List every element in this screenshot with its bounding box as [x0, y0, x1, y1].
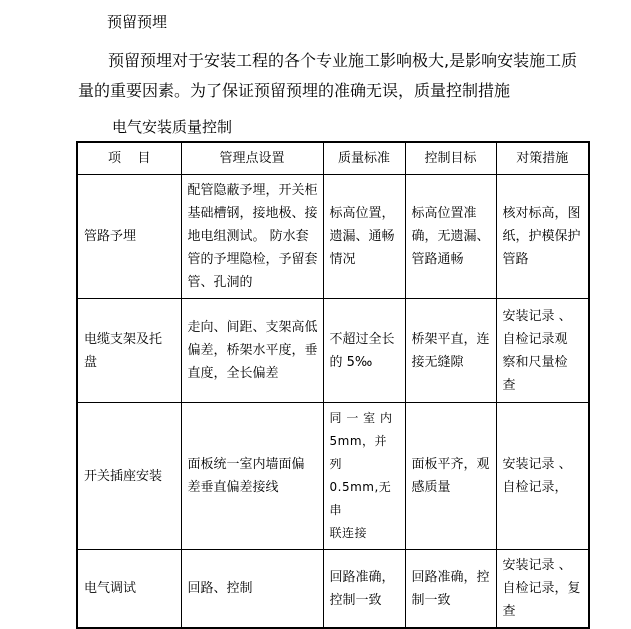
row-standard: 标高位置， 遗漏、通畅 情况 [323, 175, 405, 299]
table-row [77, 299, 589, 403]
row-item: 开关插座安装 [77, 403, 181, 550]
subsection-heading: 电气安装质量控制 [112, 118, 233, 136]
table-header-row [77, 142, 589, 175]
row-standard: 不超过全长 的 5‰ [323, 299, 405, 403]
intro-paragraph-line-1: 预留预埋对于安装工程的各个专业施工影响极大,是影响安装施工质 [108, 51, 578, 70]
section-heading: 预留预埋 [107, 13, 168, 31]
row-target: 面板平齐，观 感质量 [405, 403, 496, 550]
row-standard: 同 一 室 内 5mm，并 列 0.5mm,无串 联连接 [323, 403, 405, 550]
row-target: 标高位置准 确，无遗漏、 管路通畅 [405, 175, 496, 299]
table-row [77, 403, 589, 550]
row-control-points: 面板统一室内墙面偏 差垂直偏差接线 [181, 403, 323, 550]
row-measures: 安装记录 、 自检记录，复 查 [496, 550, 589, 629]
row-measures: 核对标高，图 纸，护模保护 管路 [496, 175, 589, 299]
row-target: 回路准确，控 制一致 [405, 550, 496, 629]
intro-paragraph [78, 46, 590, 106]
header-item: 项 目 [77, 142, 181, 175]
intro-paragraph-line-2: 量的重要因素。为了保证预留预埋的准确无误，质量控制措施 [78, 81, 511, 100]
quality-control-table [76, 141, 590, 629]
header-measures: 对策措施 [496, 142, 589, 175]
row-control-points: 回路、控制 [181, 550, 323, 629]
row-measures: 安装记录 、 自检记录观 察和尺量检 查 [496, 299, 589, 403]
header-control-points: 管理点设置 [181, 142, 323, 175]
row-measures: 安装记录 、 自检记录， [496, 403, 589, 550]
row-item: 管路予埋 [77, 175, 181, 299]
row-control-points: 走向、间距、支架高低 偏差，桥架水平度，垂 直度，全长偏差 [181, 299, 323, 403]
row-target: 桥架平直，连 接无缝隙 [405, 299, 496, 403]
row-item: 电气调试 [77, 550, 181, 629]
header-standard: 质量标准 [323, 142, 405, 175]
row-item: 电缆支架及托 盘 [77, 299, 181, 403]
header-target: 控制目标 [405, 142, 496, 175]
row-standard: 回路准确， 控制一致 [323, 550, 405, 629]
table-row [77, 550, 589, 629]
row-control-points: 配管隐蔽予埋，开关柜 基础槽钢，接地极、接 地电组测试。 防水套 管的予埋隐检，予留套 管、孔洞的 [181, 175, 323, 299]
table-row [77, 175, 589, 299]
